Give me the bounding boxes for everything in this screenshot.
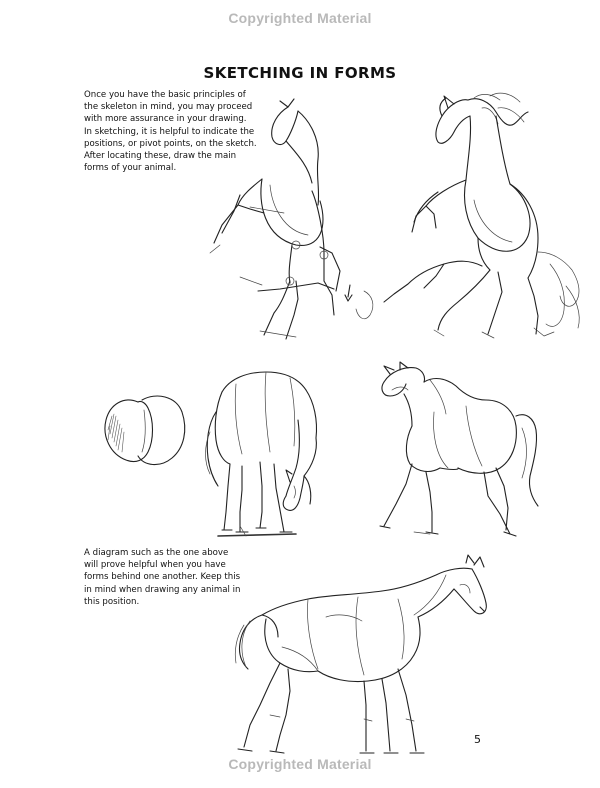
diagram-line: this position. [84, 596, 140, 607]
rearing-horse-pivot-sketch [200, 95, 380, 350]
diagram-line: A diagram such as the one above [84, 548, 229, 558]
intro-line: positions, or pivot points, on the sketch. [84, 138, 257, 149]
rearing-horse-form-sketch [378, 88, 590, 350]
watermark-bottom: Copyrighted Material [228, 756, 372, 772]
diagram-line: will prove helpful when you have [84, 560, 226, 571]
intro-line: Once you have the basic principles of [84, 90, 246, 100]
watermark-top: Copyrighted Material [228, 10, 372, 26]
intro-line: forms of your animal. [84, 163, 177, 174]
diagram-paragraph [84, 547, 240, 608]
page-number: 5 [474, 733, 481, 746]
diagram-line: forms behind one another. Keep this [84, 572, 241, 583]
page-heading: SKETCHING IN FORMS [203, 64, 397, 82]
standing-horse-side-sketch [222, 555, 502, 760]
walking-horse-side-sketch [370, 356, 550, 546]
intro-line: with more assurance in your drawing. [84, 114, 247, 125]
diagram-line: in mind when drawing any animal in [84, 584, 241, 595]
overlapping-forms-diagram [98, 390, 188, 474]
grazing-horse-front-sketch [200, 362, 356, 542]
intro-line: In sketching, it is helpful to indicate the [84, 126, 255, 137]
intro-line: the skeleton in mind, you may proceed [84, 102, 253, 113]
intro-line: After locating these, draw the main [84, 151, 237, 162]
